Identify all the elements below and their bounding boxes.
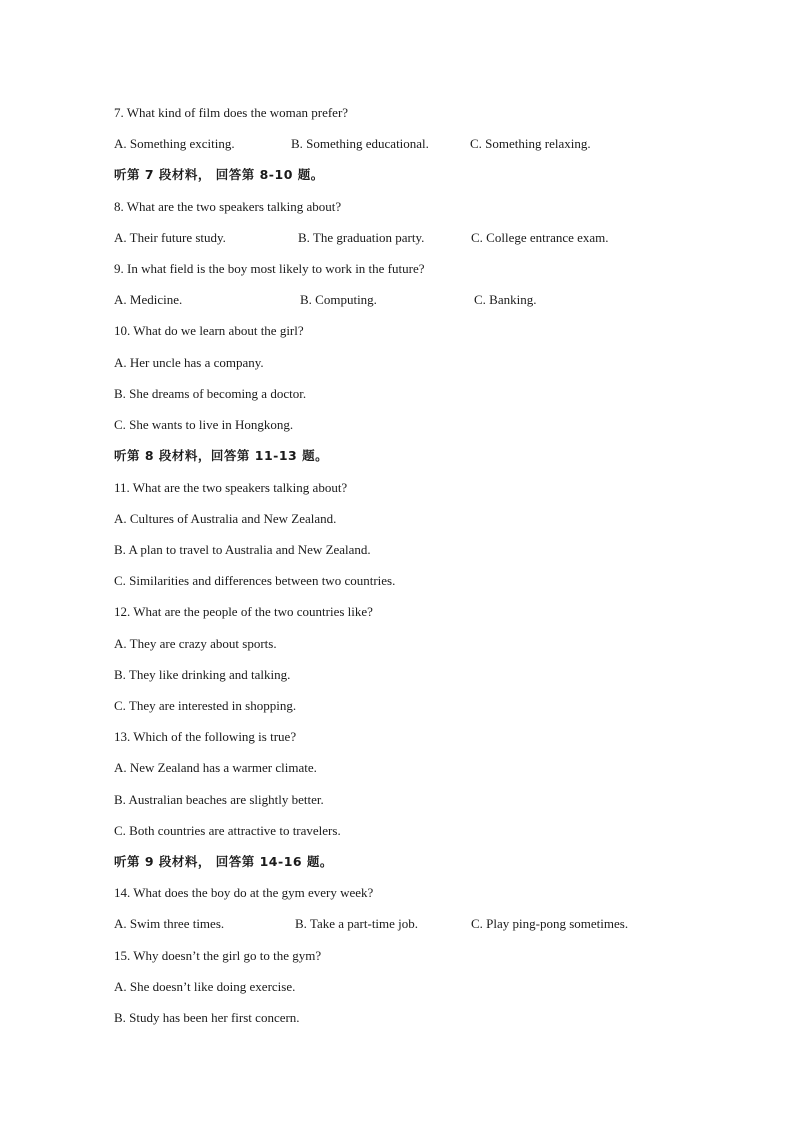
- question-14: 14. What does the boy do at the gym every week?: [114, 885, 374, 900]
- option-9a: A. Medicine.: [114, 292, 183, 307]
- option-14a: A. Swim three times.: [114, 916, 225, 931]
- question-11: 11. What are the two speakers talking about?: [114, 480, 348, 495]
- option-11c: C. Similarities and differences between two countries.: [114, 573, 396, 588]
- question-15: 15. Why doesn’t the girl go to the gym?: [114, 948, 322, 963]
- option-8c: C. College entrance exam.: [471, 230, 609, 245]
- section-heading-9: 听第 9 段材料， 回答第 14-16 题。: [114, 854, 333, 869]
- option-14c: C. Play ping-pong sometimes.: [471, 916, 629, 931]
- option-7b: B. Something educational.: [291, 136, 429, 151]
- section-heading-7: 听第 7 段材料， 回答第 8-10 题。: [114, 167, 324, 182]
- question-9: 9. In what field is the boy most likely to work in the future?: [114, 261, 425, 276]
- question-8: 8. What are the two speakers talking about?: [114, 199, 342, 214]
- option-13c: C. Both countries are attractive to travelers.: [114, 823, 341, 838]
- question-12: 12. What are the people of the two countries like?: [114, 604, 373, 619]
- option-9c: C. Banking.: [474, 292, 537, 307]
- option-11a: A. Cultures of Australia and New Zealand.: [114, 511, 337, 526]
- option-12a: A. They are crazy about sports.: [114, 636, 277, 651]
- question-13: 13. Which of the following is true?: [114, 729, 297, 744]
- option-11b: B. A plan to travel to Australia and New Zealand.: [114, 542, 371, 557]
- option-8a: A. Their future study.: [114, 230, 226, 245]
- option-15b: B. Study has been her first concern.: [114, 1010, 300, 1025]
- question-7: 7. What kind of film does the woman prefer?: [114, 105, 349, 120]
- option-7c: C. Something relaxing.: [470, 136, 591, 151]
- option-10b: B. She dreams of becoming a doctor.: [114, 386, 307, 401]
- option-15a: A. She doesn’t like doing exercise.: [114, 979, 296, 994]
- question-10: 10. What do we learn about the girl?: [114, 323, 304, 338]
- section-heading-8: 听第 8 段材料，回答第 11-13 题。: [114, 448, 329, 463]
- option-8b: B. The graduation party.: [298, 230, 425, 245]
- option-12c: C. They are interested in shopping.: [114, 698, 297, 713]
- option-10c: C. She wants to live in Hongkong.: [114, 417, 294, 432]
- option-13a: A. New Zealand has a warmer climate.: [114, 760, 317, 775]
- option-13b: B. Australian beaches are slightly better.: [114, 792, 324, 807]
- option-9b: B. Computing.: [300, 292, 377, 307]
- option-10a: A. Her uncle has a company.: [114, 355, 264, 370]
- option-14b: B. Take a part-time job.: [295, 916, 419, 931]
- option-7a: A. Something exciting.: [114, 136, 235, 151]
- option-12b: B. They like drinking and talking.: [114, 667, 291, 682]
